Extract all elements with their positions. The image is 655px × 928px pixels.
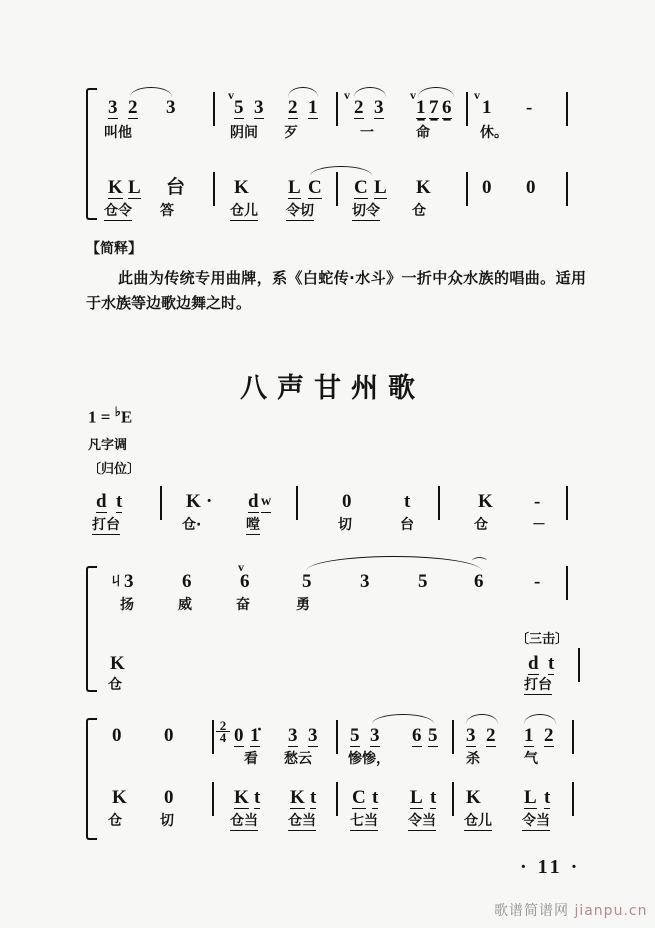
note-group: 2: [128, 97, 138, 118]
percussion-symbol: L: [374, 177, 387, 198]
key-label: 1 =: [88, 407, 115, 427]
breath-mark: v: [228, 88, 234, 102]
lyric: 惨惨，: [348, 751, 390, 767]
lyric: 命: [416, 125, 430, 141]
lyric: 杀: [466, 751, 480, 767]
note-group: 6: [412, 725, 422, 746]
percussion-syllable: 仓: [474, 517, 488, 533]
note-group: 1̇: [250, 725, 260, 746]
percussion-syllable: 嘡: [246, 517, 260, 533]
breath-mark: v: [474, 88, 480, 102]
percussion-symbol: K: [186, 491, 201, 512]
note-group: 3: [360, 571, 370, 592]
barline: [578, 648, 580, 682]
barline: [566, 486, 568, 520]
percussion-symbol: K: [108, 177, 123, 198]
note-group: 6: [240, 571, 250, 592]
lyric: 一: [360, 125, 374, 141]
percussion-syllable: 七当: [350, 813, 378, 829]
slur: [310, 166, 372, 176]
fermata-icon: ⌒: [472, 558, 488, 574]
percussion-symbol: L: [288, 177, 301, 198]
percussion-symbol: K: [466, 787, 481, 808]
lyric: 奋: [236, 597, 250, 613]
percussion-symbol: t: [254, 787, 261, 808]
lyric: 愁云: [284, 751, 312, 767]
lyric: 勇: [296, 597, 310, 613]
annotation-heading: 【简释】: [86, 241, 142, 257]
time-signature-denominator: 4: [219, 730, 227, 745]
percussion-syllable: 答: [160, 203, 174, 219]
note-group: 0: [234, 725, 244, 746]
percussion-symbol: C: [308, 177, 322, 198]
percussion-syllable: 令当: [522, 813, 550, 829]
percussion-symbol: d: [96, 491, 107, 512]
percussion-symbol: K: [290, 787, 305, 808]
system-brace: [86, 88, 97, 220]
barline: [213, 172, 215, 206]
note-group: 5: [350, 725, 360, 746]
note-group: 1: [416, 97, 426, 118]
percussion-symbol: 0: [342, 491, 352, 512]
percussion-syllable: －: [532, 517, 546, 533]
percussion-symbol: L: [128, 177, 141, 198]
flat-icon: ♭: [114, 404, 121, 419]
note-group: 3: [288, 725, 298, 746]
page-number: · 11 ·: [520, 856, 581, 878]
percussion-syllable: 仓: [412, 203, 426, 219]
barline: [160, 486, 162, 520]
barline: [336, 172, 338, 206]
slur: [466, 714, 498, 724]
note-group: 3: [308, 725, 318, 746]
lyric: 看: [244, 751, 258, 767]
annotation-body: 此曲为传统专用曲牌，系《白蛇传·水斗》一折中众水族的唱曲。适用于水族等边歌边舞之时。: [86, 269, 586, 312]
note-group: -: [526, 97, 533, 118]
grace-note-icon: 丩: [110, 574, 123, 588]
percussion-symbol: d: [248, 491, 259, 512]
note-group: 1: [524, 725, 534, 746]
watermark-url: jianpu.cn: [574, 903, 648, 919]
note-group: 3: [374, 97, 384, 118]
percussion-symbol: L: [524, 787, 537, 808]
percussion-symbol: t: [430, 787, 437, 808]
percussion-syllable: 仓: [108, 677, 122, 693]
note-group: 2: [354, 97, 364, 118]
slur: [288, 87, 318, 97]
song-title: 八声甘州歌: [240, 373, 425, 404]
percussion-symbol: L: [410, 787, 423, 808]
note-group: -: [534, 571, 541, 592]
percussion-syllable: 仓当: [288, 813, 316, 829]
percussion-symbol: t: [116, 491, 123, 512]
barline: [336, 720, 338, 754]
percussion-symbol: t: [544, 787, 551, 808]
barline: [572, 720, 574, 754]
slur: [372, 714, 434, 724]
slur: [130, 87, 172, 97]
percussion-symbol: K: [110, 653, 125, 674]
lyric: 叫他: [104, 125, 132, 141]
percussion-symbol: t: [548, 653, 555, 674]
barline: [212, 782, 214, 816]
lyric: 扬: [120, 597, 134, 613]
percussion-symbol: K: [234, 177, 249, 198]
breath-mark: v: [238, 560, 244, 574]
barline: [336, 782, 338, 816]
barline: [336, 92, 338, 126]
barline: [452, 720, 454, 754]
percussion-syllable: 令当: [408, 813, 436, 829]
position-mark: 〔归位〕: [88, 462, 141, 477]
percussion-syllable: 仓儿: [464, 813, 492, 829]
percussion-syllable: 切: [160, 813, 174, 829]
note-group: 3: [166, 97, 176, 118]
slur: [354, 87, 386, 97]
lyric: 气: [524, 751, 538, 767]
percussion-symbol: -: [534, 491, 541, 512]
barline: [466, 92, 468, 126]
note-group: 3: [108, 97, 118, 118]
performance-direction: 〔三击〕: [516, 632, 569, 647]
percussion-symbol: d: [528, 653, 539, 674]
percussion-symbol: C: [354, 177, 368, 198]
percussion-syllable: 仓: [108, 813, 122, 829]
note-group: 2: [288, 97, 298, 118]
lyric: 休。: [480, 125, 508, 141]
barline: [212, 720, 214, 754]
key-letter: E: [120, 407, 133, 427]
note-group: 5: [302, 571, 312, 592]
percussion-symbol: K: [234, 787, 249, 808]
percussion-syllable: 仓令: [104, 203, 132, 219]
note-group: 5: [418, 571, 428, 592]
barline: [438, 486, 440, 520]
barline: [452, 782, 454, 816]
percussion-syllable: 打台: [92, 517, 120, 533]
percussion-symbol: K: [112, 787, 127, 808]
percussion-symbol: 台: [166, 177, 186, 198]
barline: [296, 486, 298, 520]
note-group: 0: [164, 725, 174, 746]
note-group: 5: [234, 97, 244, 118]
percussion-symbol: 0: [482, 177, 492, 198]
percussion-symbol: C: [352, 787, 366, 808]
note-group: 1: [308, 97, 318, 118]
percussion-symbol: t: [310, 787, 317, 808]
watermark-site-name: 歌谱简谱网: [494, 903, 569, 919]
breath-mark: v: [344, 88, 350, 102]
system-brace: [86, 718, 97, 840]
slur: [524, 714, 556, 724]
slur: [418, 87, 454, 97]
percussion-symbol: 0: [526, 177, 536, 198]
percussion-symbol: t: [372, 787, 379, 808]
note-group: 3: [124, 571, 134, 592]
barline: [566, 92, 568, 126]
note-group: 3: [254, 97, 264, 118]
percussion-symbol: K: [478, 491, 493, 512]
watermark: [494, 900, 647, 920]
note-group: 6: [442, 97, 452, 118]
note-group: 6: [182, 571, 192, 592]
percussion-syllable: 切: [338, 517, 352, 533]
barline: [213, 92, 215, 126]
barline: [566, 566, 568, 600]
time-signature-numerator: 2: [216, 720, 230, 732]
percussion-symbol: 0: [164, 787, 174, 808]
percussion-syllable: 打台: [524, 677, 552, 693]
percussion-syllable: 切令: [352, 203, 380, 219]
percussion-syllable: 仓·: [182, 517, 202, 533]
breath-mark: v: [410, 88, 416, 102]
note-group: 0: [112, 725, 122, 746]
system-brace: [86, 566, 97, 692]
lyric: 威: [178, 597, 192, 613]
note-group: 3: [370, 725, 380, 746]
barline: [466, 172, 468, 206]
note-group: 3: [466, 725, 476, 746]
percussion-syllable: 令切: [286, 203, 314, 219]
slur: [306, 556, 482, 571]
note-group: 5: [428, 725, 438, 746]
barline: [566, 172, 568, 206]
dotted-rhythm-dot: ·: [206, 491, 213, 512]
percussion-syllable: 仓儿: [230, 203, 258, 219]
lyric: 阴间: [230, 125, 258, 141]
percussion-symbol: w: [261, 492, 271, 513]
note-group: 1: [482, 97, 492, 118]
time-signature: [216, 720, 230, 743]
lyric: 歹: [284, 125, 298, 141]
mode-label: 凡字调: [88, 438, 128, 453]
percussion-syllable: 台: [400, 517, 414, 533]
percussion-syllable: 仓当: [230, 813, 258, 829]
note-group: 2: [486, 725, 496, 746]
note-group: 7: [429, 97, 439, 118]
key-signature: [88, 404, 132, 428]
percussion-symbol: t: [404, 491, 411, 512]
note-group: 2: [544, 725, 554, 746]
barline: [572, 782, 574, 816]
percussion-symbol: K: [416, 177, 431, 198]
note-group: 6: [474, 571, 484, 592]
